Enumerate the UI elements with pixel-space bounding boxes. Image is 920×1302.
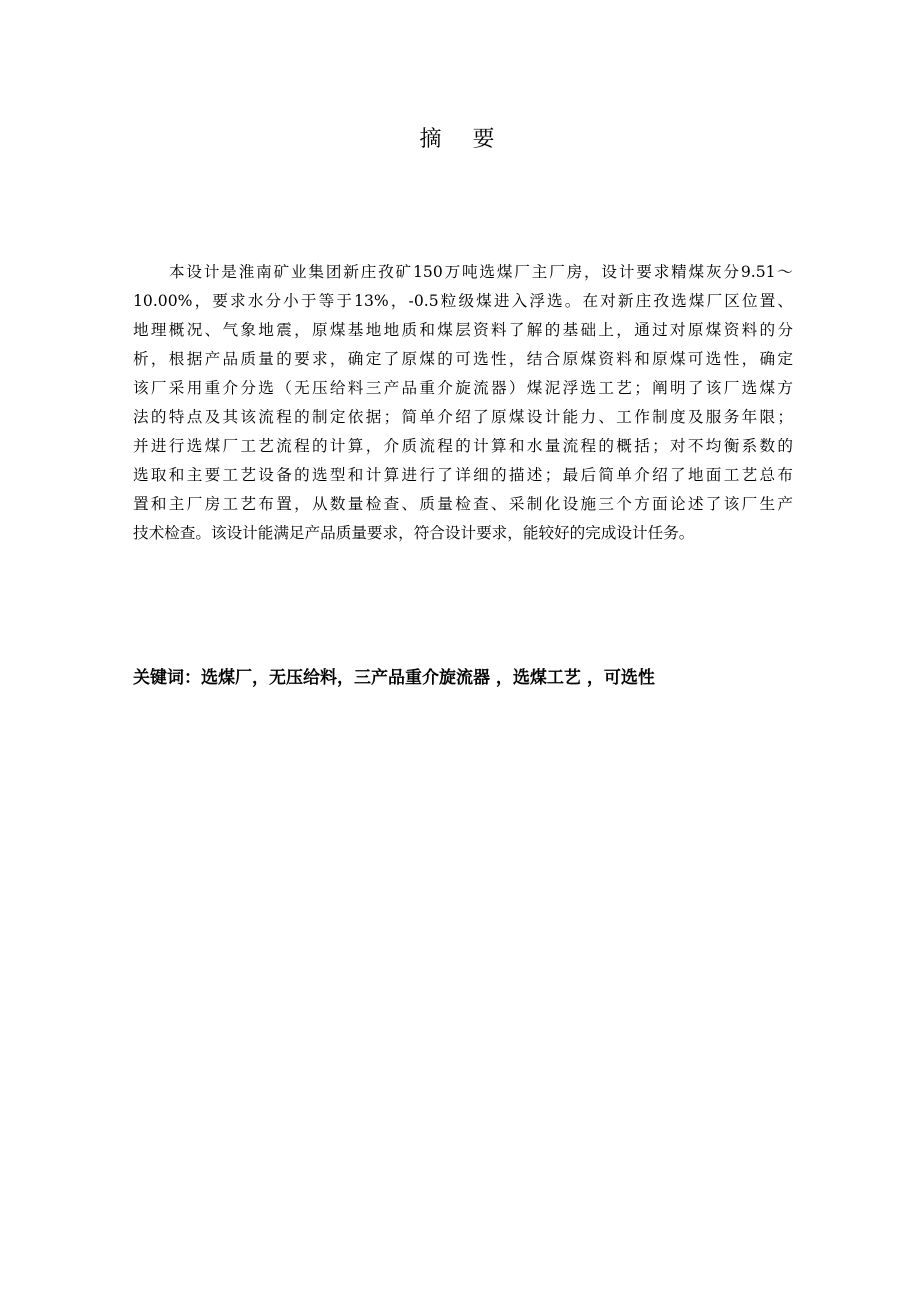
abstract-line: 置和主厂房工艺布置，从数量检查、质量检查、采制化设施三个方面论述了该厂生产 <box>133 495 793 513</box>
abstract-line: 本设计是淮南矿业集团新庄孜矿150万吨选煤厂主厂房，设计要求精煤灰分9.51～ <box>169 263 793 281</box>
abstract-line: 选取和主要工艺设备的选型和计算进行了详细的描述；最后简单介绍了地面工艺总布 <box>133 466 793 484</box>
abstract-line: 该厂采用重介分选（无压给料三产品重介旋流器）煤泥浮选工艺；阐明了该厂选煤方 <box>133 379 793 397</box>
abstract-line: 技术检查。该设计能满足产品质量要求，符合设计要求，能较好的完成设计任务。 <box>133 524 695 542</box>
abstract-line: 析，根据产品质量的要求，确定了原煤的可选性，结合原煤资料和原煤可选性，确定 <box>133 350 793 368</box>
page-title: 摘 要 <box>419 127 507 152</box>
abstract-line: 10.00%，要求水分小于等于13%，-0.5粒级煤进入浮选。在对新庄孜选煤厂区位置、 <box>133 292 793 310</box>
abstract-line: 法的特点及其该流程的制定依据；简单介绍了原煤设计能力、工作制度及服务年限； <box>133 408 793 426</box>
abstract-line: 地理概况、气象地震，原煤基地地质和煤层资料了解的基础上，通过对原煤资料的分 <box>133 321 793 339</box>
keywords-line: 关键词：选煤厂，无压给料，三产品重介旋流器 ，选煤工艺 ，可选性 <box>133 668 655 688</box>
abstract-line: 并进行选煤厂工艺流程的计算，介质流程的计算和水量流程的概括；对不均衡系数的 <box>133 437 793 455</box>
abstract-body <box>133 258 793 548</box>
